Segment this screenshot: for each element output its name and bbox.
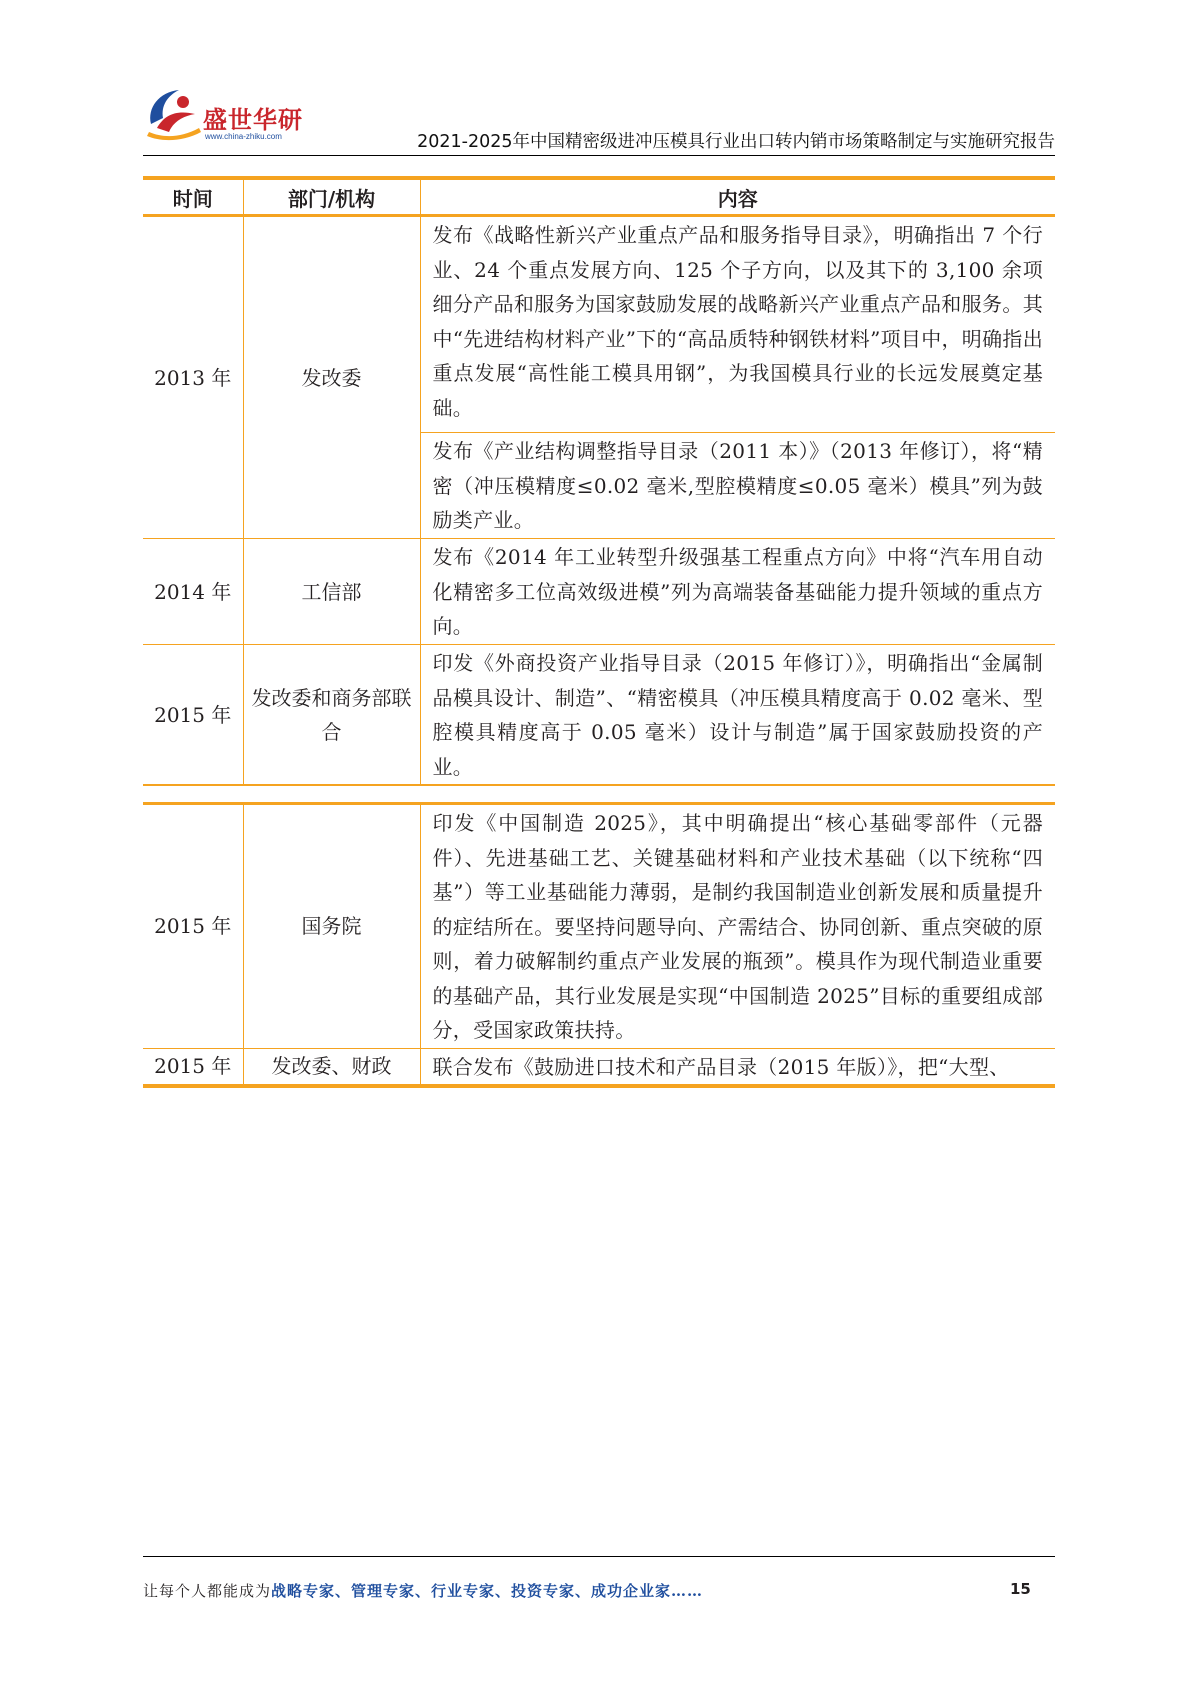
table-row xyxy=(143,216,1055,433)
cell-content: 印发《中国制造 2025》，其中明确提出“核心基础零部件（元器件）、先进基础工艺、关键基础材料和产业技术基础（以下统称“四基”）等工业基础能力薄弱，是制约我国制造业创新发展和质量提升的症结所在。要坚持问题导向、产需结合、协同创新、重点突破的原则，着力破解制约重点产业发展的瓶颈”。模具作为现代制造业重要的基础产品，其行业发展是实现“中国制造 2025”目标的重要组成部分，受国家政策扶持。 xyxy=(420,804,1055,1049)
logo-url: www.china-zhiku.com xyxy=(205,132,282,141)
column-header-department: 部门/机构 xyxy=(243,178,420,216)
slogan-highlight: 战略专家、管理专家、行业专家、投资专家、成功企业家…… xyxy=(271,1582,704,1600)
cell-department: 发改委和商务部联合 xyxy=(243,645,420,786)
footer-divider xyxy=(143,1556,1055,1557)
cell-department: 国务院 xyxy=(243,804,420,1049)
cell-time: 2013 年 xyxy=(143,216,243,539)
company-logo xyxy=(143,84,333,146)
page-number: 15 xyxy=(1010,1580,1031,1598)
cell-content: 联合发布《鼓励进口技术和产品目录（2015 年版）》，把“大型、 xyxy=(420,1048,1055,1086)
column-header-time: 时间 xyxy=(143,178,243,216)
logo-name: 盛世华研 xyxy=(203,106,303,134)
column-header-content: 内容 xyxy=(420,178,1055,216)
policy-table-part-2 xyxy=(143,802,1055,1088)
policy-table-part-1 xyxy=(143,176,1055,786)
table-row xyxy=(143,645,1055,786)
slogan-prefix: 让每个人都能成为 xyxy=(143,1582,272,1600)
table-row xyxy=(143,539,1055,645)
report-title: 2021-2025年中国精密级进冲压模具行业出口转内销市场策略制定与实施研究报告 xyxy=(417,132,1055,152)
cell-content: 发布《2014 年工业转型升级强基工程重点方向》中将“汽车用自动化精密多工位高效级进模”列为高端装备基础能力提升领域的重点方向。 xyxy=(420,539,1055,645)
cell-department: 工信部 xyxy=(243,539,420,645)
header-divider xyxy=(143,155,1055,156)
cell-time: 2015 年 xyxy=(143,1048,243,1086)
cell-content: 发布《战略性新兴产业重点产品和服务指导目录》，明确指出 7 个行业、24 个重点发展方向、125 个子方向，以及其下的 3,100 余项细分产品和服务为国家鼓励发展的战略新兴产业重点产品和服务。其中“先进结构材料产业”下的“高品质特种钢铁材料”项目中，明确指出重点发展“高性能工模具用钢”，为我国模具行业的长远发展奠定基础。 xyxy=(420,216,1055,433)
cell-department: 发改委 xyxy=(243,216,420,539)
cell-time: 2014 年 xyxy=(143,539,243,645)
table-header-row xyxy=(143,178,1055,216)
cell-content: 印发《外商投资产业指导目录（2015 年修订）》，明确指出“金属制品模具设计、制造”、“精密模具（冲压模具精度高于 0.02 毫米、型腔模具精度高于 0.05 毫米）设计与制造”属于国家鼓励投资的产业。 xyxy=(420,645,1055,786)
cell-department: 发改委、财政 xyxy=(243,1048,420,1086)
table-row xyxy=(143,804,1055,1049)
cell-time: 2015 年 xyxy=(143,645,243,786)
footer-slogan xyxy=(143,1580,703,1601)
cell-content: 发布《产业结构调整指导目录（2011 本）》（2013 年修订），将“精密（冲压模精度≤0.02 毫米,型腔模精度≤0.05 毫米）模具”列为鼓励类产业。 xyxy=(420,433,1055,539)
cell-time: 2015 年 xyxy=(143,804,243,1049)
logo-emblem-icon xyxy=(143,84,205,146)
table-row xyxy=(143,1048,1055,1086)
